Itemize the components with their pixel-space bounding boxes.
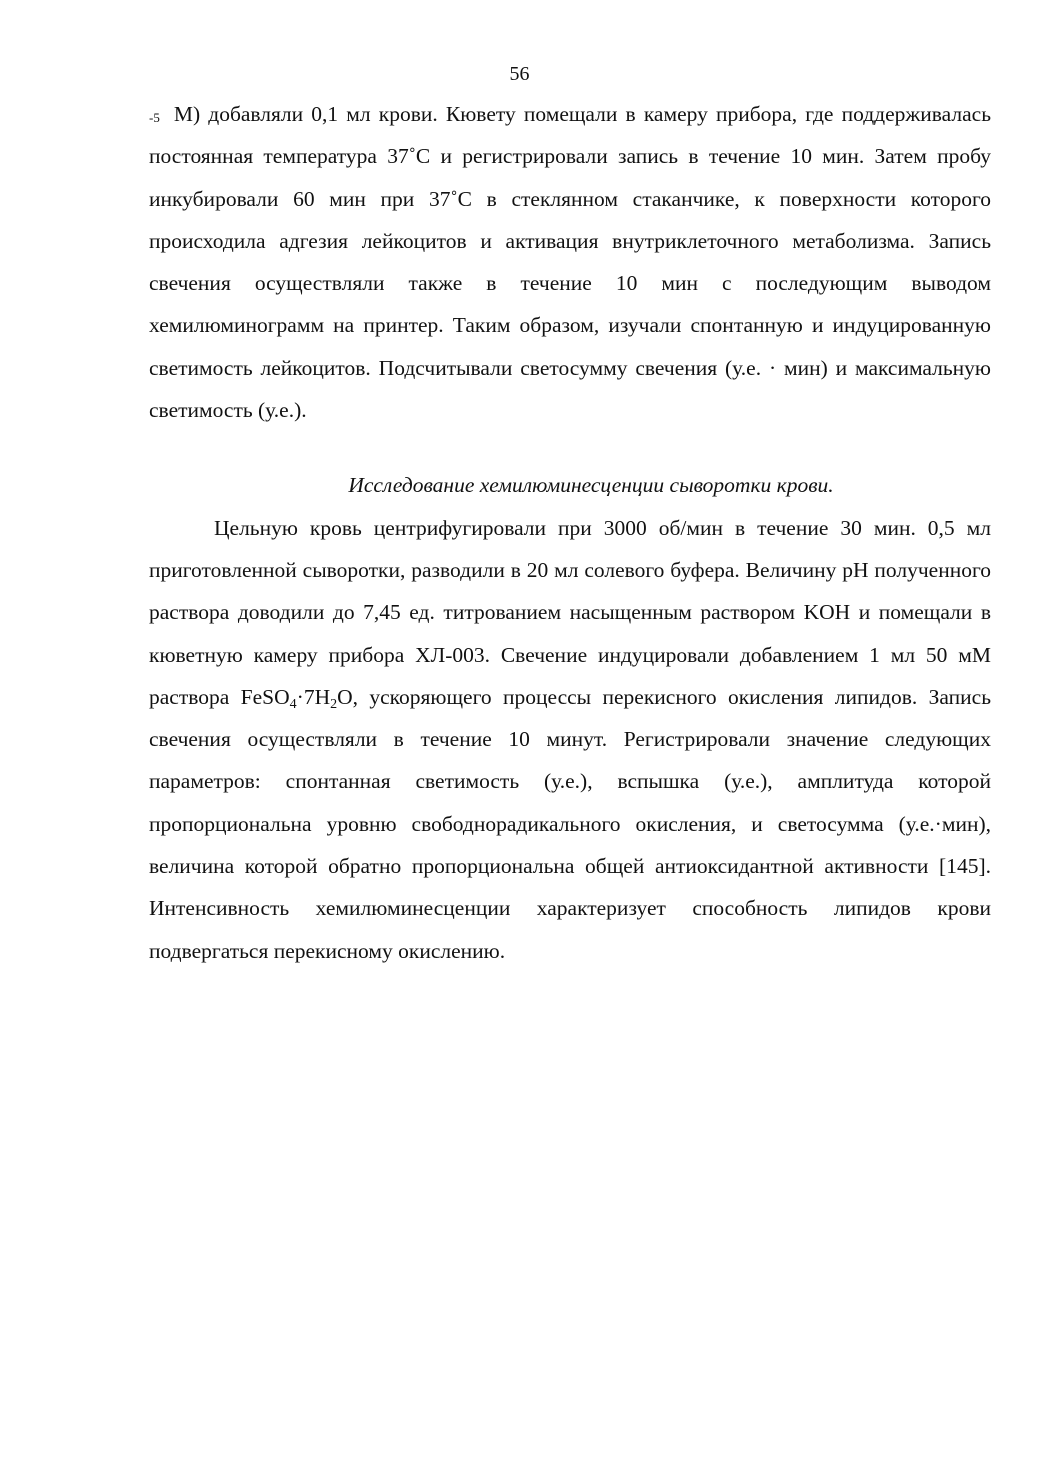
paragraph-text-before-formula: Цельную кровь центрифугировали при 3000 об/мин в течение 30 мин. 0,5 мл приготовленной сыворотки, разводили в 20 мл солевого буфера. Величину pH полученного раствора доводили до 7,45 ед. титрованием насыщенным раствором KOH и помещали в кюветную камеру прибора ХЛ-003. Свечение индуцировали добавлением 1 мл 50 мМ раствора — [149, 515, 991, 709]
paragraph-serum-chemiluminescence — [149, 507, 991, 972]
formula-part: O — [337, 684, 353, 709]
formula-part: ·7H — [296, 684, 331, 709]
section-heading: Исследование хемилюминесценции сыворотки крови. — [348, 473, 834, 498]
paragraph-leukocyte-chemiluminescence — [149, 93, 991, 431]
formula-part: FeSO — [240, 684, 290, 709]
exponent-superscript: -5 — [149, 110, 160, 125]
formula-subscript: 2 — [330, 696, 338, 712]
paragraph-text: М) добавляли 0,1 мл крови. Кювету помещали в камеру прибора, где поддерживалась постоянная температура 37˚С и регистрировали запись в течение 10 мин. Затем пробу инкубировали 60 мин при 37˚С в стеклянном стаканчике, к поверхности которого происходила адгезия лейкоцитов и активация внутриклеточного метаболизма. Запись свечения осуществляли также в течение 10 мин с последующим выводом хемилюминограмм на принтер. Таким образом, изучали спонтанную и индуцированную светимость лейкоцитов. Подсчитывали светосумму свечения (у.е. · мин) и максимальную светимость (у.е.). — [149, 102, 991, 423]
page-number: 56 — [509, 63, 530, 85]
formula-subscript: 4 — [289, 696, 297, 712]
document-body — [149, 93, 991, 972]
chemical-formula — [240, 684, 353, 712]
paragraph-text-after-formula: , ускоряющего процессы перекисного окисления липидов. Запись свечения осуществляли в течение 10 минут. Регистрировали значение следующих параметров: спонтанная светимость (у.е.), вспышка (у.е.), амплитуда которой пропорциональна уровню свободнорадикального окисления, и светосумма (у.е.·мин), величина которой обратно пропорциональна общей антиоксидантной активности [145]. Интенсивность хемилюминесценции характеризует способность липидов крови подвергаться перекисному окислению. — [149, 684, 992, 963]
